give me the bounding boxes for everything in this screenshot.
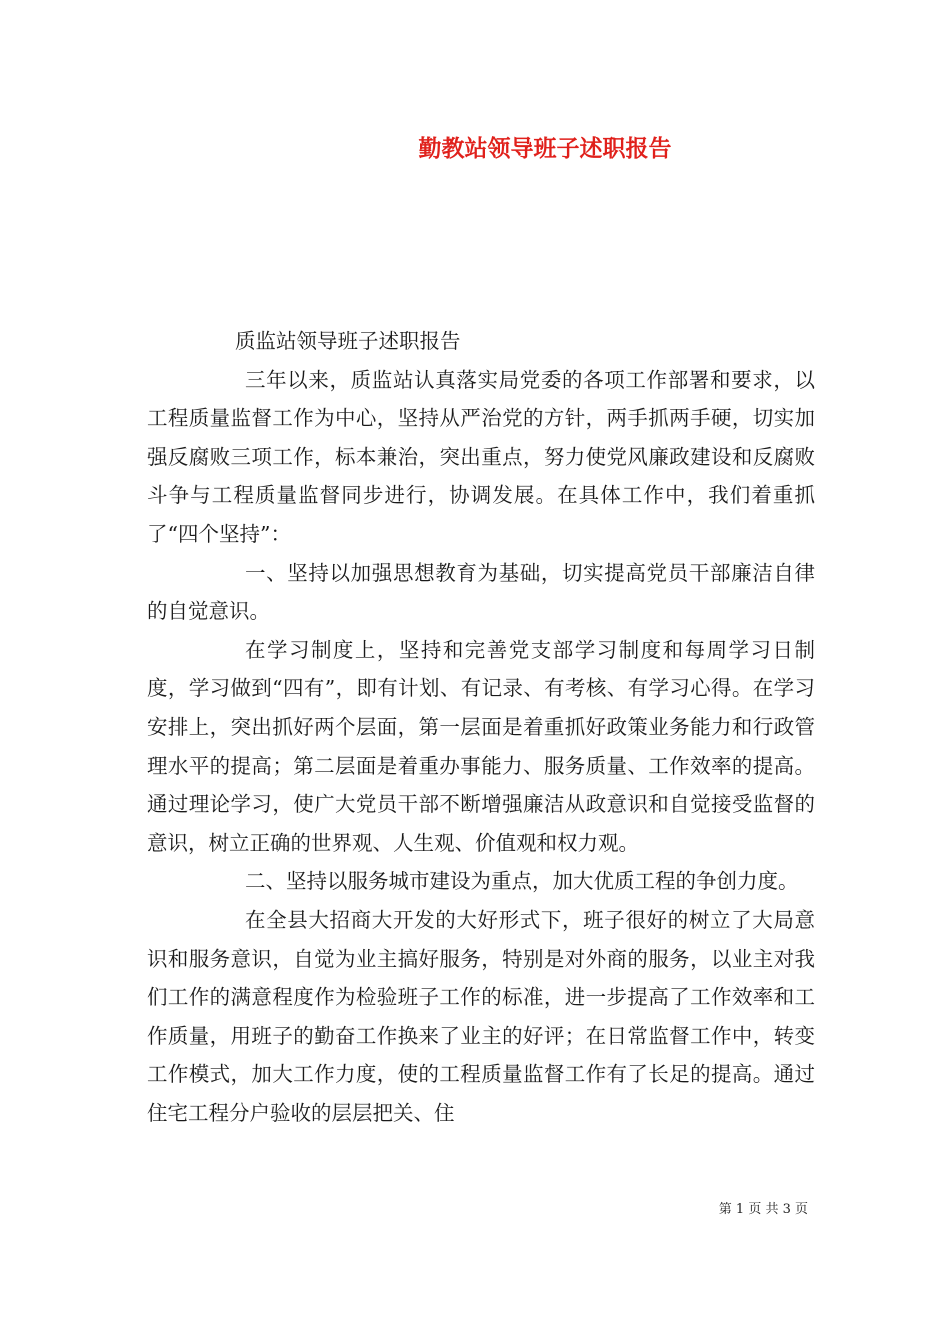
- paragraph-service: 在全县大招商大开发的大好形式下，班子很好的树立了大局意识和服务意识，自觉为业主搞好服务，特别是对外商的服务，以业主对我们工作的满意程度作为检验班子工作的标准，进一步提高了工作效率和工作质量，用班子的勤奋工作换来了业主的好评；在日常监督工作中，转变工作模式，加大工作力度，使的工程质量监督工作有了长足的提高。通过住宅工程分户验收的层层把关、住: [147, 907, 815, 1125]
- paragraph-heading-2: 二、坚持以服务城市建设为重点，加大优质工程的争创力度。: [245, 869, 799, 894]
- paragraph-heading-1: 一、坚持以加强思想教育为基础，切实提高党员干部廉洁自律的自觉意识。: [147, 560, 815, 624]
- page-number-footer: 第 1 页 共 3 页: [718, 1202, 808, 1217]
- paragraph-intro: 三年以来，质监站认真落实局党委的各项工作部署和要求，以工程质量监督工作为中心，坚持从严治党的方针，两手抓两手硬，切实加强反腐败三项工作，标本兼治，突出重点，努力使党风廉政建设和反腐败斗争与工程质量监督同步进行，协调发展。在具体工作中，我们着重抓了“四个坚持”：: [147, 367, 815, 546]
- document-body: [147, 322, 815, 1132]
- paragraph-study-system: 在学习制度上，坚持和完善党支部学习制度和每周学习日制度，学习做到“四有”，即有计划、有记录、有考核、有学习心得。在学习安排上，突出抓好两个层面，第一层面是着重抓好政策业务能力和行政管理水平的提高；第二层面是着重办事能力、服务质量、工作效率的提高。通过理论学习，使广大党员干部不断增强廉洁从政意识和自觉接受监督的意识，树立正确的世界观、人生观、价值观和权力观。: [147, 637, 815, 855]
- document-title: 勤教站领导班子述职报告: [418, 135, 672, 162]
- document-subtitle: 质监站领导班子述职报告: [235, 329, 461, 353]
